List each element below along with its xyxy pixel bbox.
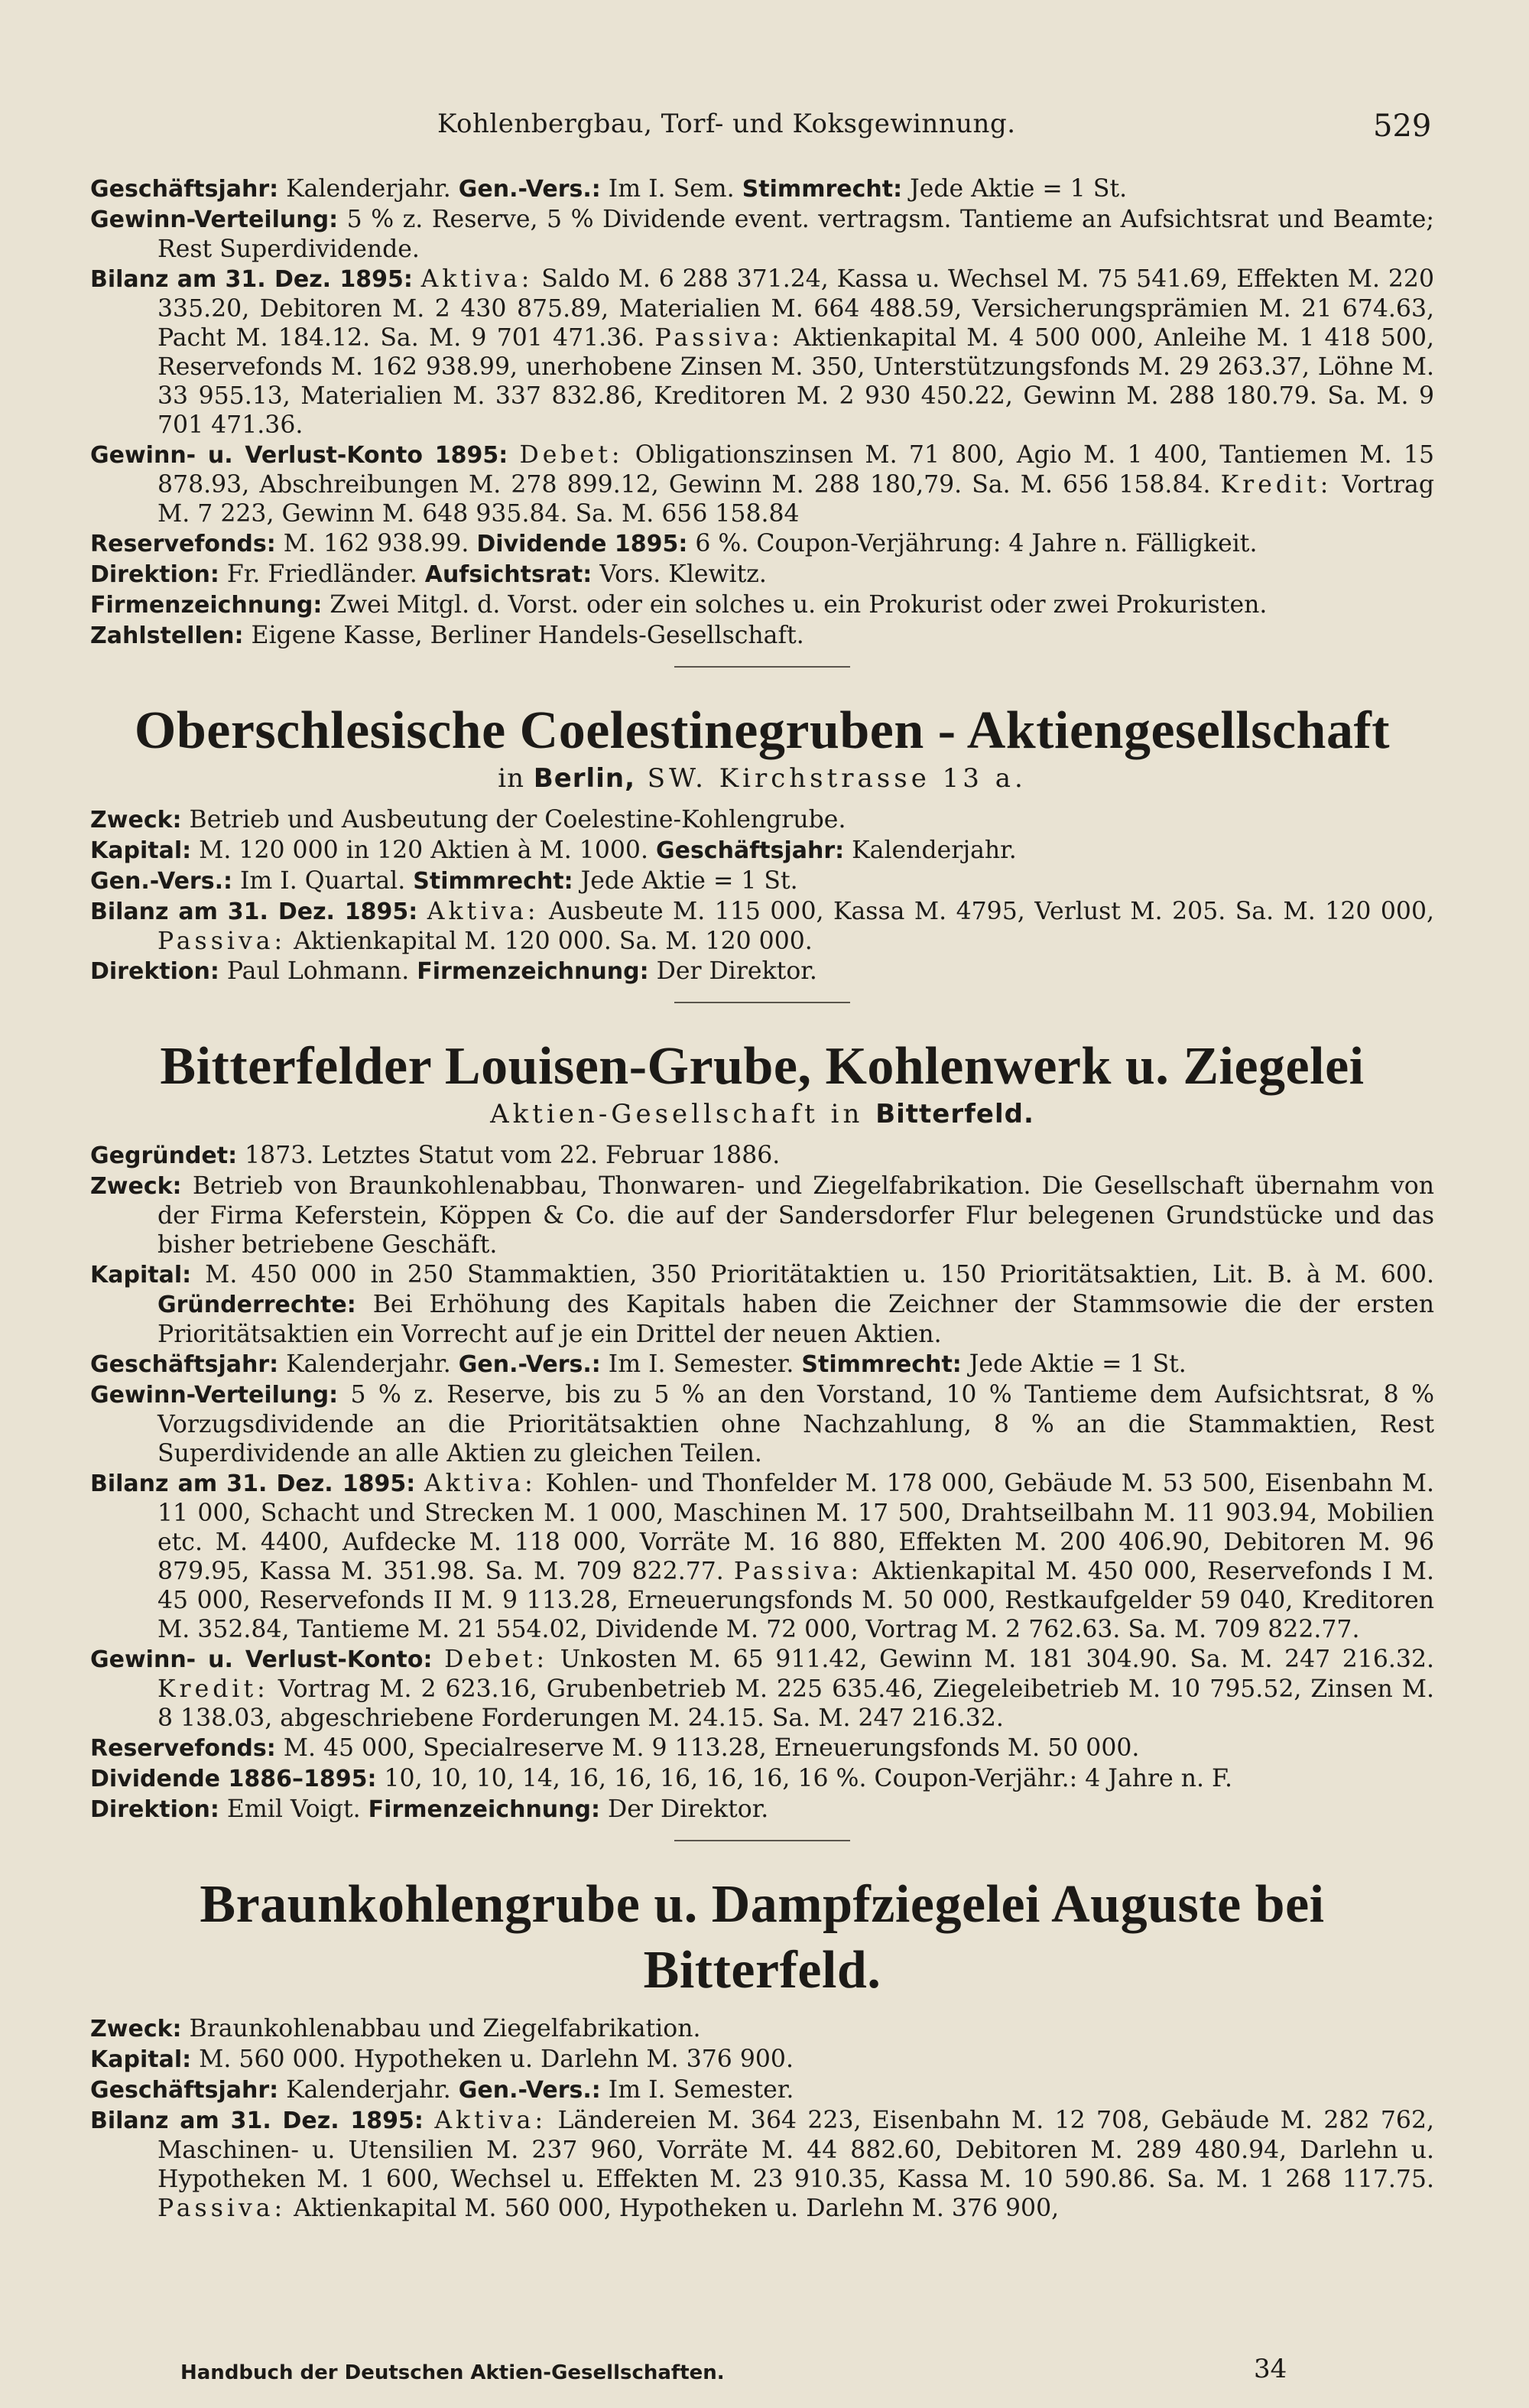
entry-direktion [90,560,1434,590]
text-stimmrecht: Jede Aktie = 1 St. [902,175,1128,203]
entry-direktion [90,957,1434,986]
label-reservefonds: Reservefonds: [90,531,276,557]
text-aktiva: Ländereien M. 364 223, Eisenbahn M. 12 708, Gebäude M. 282 762, Maschinen- u. Utensilien M. 237 960, Vorräte M. 44 882.60, Debitoren M. 289 480.94, Darlehn u. Hypotheken M. 1 600, Wechsel u. Effekten M. 23 910.35, Kassa M. 10 590.86. Sa. M. 1 268 117.75. [157,2107,1435,2193]
label-passiva: Passiva: [157,928,287,955]
label-geschaeftsjahr: Geschäftsjahr: [90,176,279,203]
text-passiva: Aktienkapital M. 560 000, Hypotheken u. Darlehn M. 376 900, [286,2195,1060,2222]
label-genvers: Gen.-Vers.: [90,868,232,895]
entry-kapital [90,2045,1434,2075]
label-firmenzeichnung: Firmenzeichnung: [417,958,649,985]
label-genvers: Gen.-Vers.: [458,2077,601,2104]
entry-reservefonds [90,529,1434,559]
entry-coelestinegruben [90,698,1434,986]
label-kapital: Kapital: [90,837,192,864]
page-body [90,174,1434,2224]
label-bilanz: Bilanz am 31. Dez. 1895: [90,266,413,293]
page-number: 529 [1373,109,1432,144]
entry-zahlstellen [90,621,1434,651]
label-passiva: Passiva: [654,324,784,352]
text-genvers: Im I. Semester. [600,1350,802,1378]
text-genvers: Im I. Quartal. [232,867,414,895]
text-kredit: Vortrag M. 2 623.16, Grubenbetrieb M. 225 635.46, Ziegeleibetrieb M. 10 795.52, Zinsen M. 8 138.03, abgeschriebene Forderungen M. 24.15. Sa. M. 247 216.32. [157,1675,1434,1732]
location-address: SW. Kirchstrasse 13 a. [635,763,1027,794]
label-debet: Debet: [444,1646,549,1673]
text-direktion: Emil Voigt. [219,1795,368,1823]
label-gewinnverteilung: Gewinn-Verteilung: [90,1382,339,1409]
entry-bilanz [90,897,1434,956]
text-aktiva: Saldo M. 6 288 371.24, Kassa u. Wechsel M. 75 541.69, Effekten M. 220 335.20, Debitoren M. 2 430 875.89, Materialien M. 664 488.59, Versicherungsprämien M. 21 674.63, Pacht M. 184.12. Sa. M. 9 701 471.36. [157,265,1434,352]
entry-kapital [90,1260,1434,1349]
label-firmenzeichnung: Firmenzeichnung: [368,1796,600,1823]
label-zweck: Zweck: [90,1173,182,1200]
entry-geschaeftsjahr [90,2075,1434,2105]
label-zahlstellen: Zahlstellen: [90,622,244,649]
label-genvers: Gen.-Vers.: [458,1351,601,1378]
location-city: Bitterfeld. [875,1099,1034,1129]
entry-continued [90,174,1434,651]
text-zweck: Braunkohlenabbau und Ziegelfabrikation. [181,2015,701,2042]
text-gegruendet: 1873. Letztes Statut vom 22. Februar 1886. [237,1142,781,1169]
text-firmenzeichnung: Der Direktor. [648,957,817,985]
label-bilanz: Bilanz am 31. Dez. 1895: [90,899,418,925]
entry-genvers [90,866,1434,896]
label-stimmrecht: Stimmrecht: [742,176,903,203]
company-title: Braunkohlengrube u. Dampfziegelei Auguste bei Bitterfeld. [200,1875,1325,2000]
label-stimmrecht: Stimmrecht: [413,868,573,895]
text-gruenderrechte: Bei Erhöhung des Kapitals haben die Zeichner der Stammsowie die der ersten Prioritätsaktien ein Vorrecht auf je ein Drittel der neuen Aktien. [157,1291,1434,1348]
label-aktiva: Aktiva: [434,2107,547,2134]
label-genvers: Gen.-Vers.: [458,176,601,203]
entry-bilanz [90,265,1434,440]
text-passiva: Aktienkapital M. 120 000. Sa. M. 120 000. [286,928,813,955]
entry-zweck [90,1172,1434,1259]
entry-gewinnverteilung [90,1380,1434,1468]
entry-zweck [90,2014,1434,2044]
footer-book-title: Handbuch der Deutschen Aktien-Gesellschaften. [180,2361,725,2384]
entry-gegruendet [90,1141,1434,1171]
text-reservefonds: M. 45 000, Specialreserve M. 9 113.28, Erneuerungsfonds M. 50 000. [275,1734,1140,1762]
label-dividende: Dividende 1886–1895: [90,1766,377,1792]
running-title: Kohlenbergbau, Torf- und Koksgewinnung. [437,109,1016,139]
text-kapital: M. 450 000 in 250 Stammaktien, 350 Prioritätaktien u. 150 Prioritätsaktien, Lit. B. à M. 600. [191,1261,1434,1288]
label-gewinnverteilung: Gewinn-Verteilung: [90,206,339,233]
entry-louisen-grube [90,1034,1434,1825]
text-kapital: M. 560 000. Hypotheken u. Darlehn M. 376 900. [191,2046,794,2073]
label-passiva: Passiva: [733,1558,863,1585]
section-divider [674,1840,850,1841]
text-debet: Obligationszinsen M. 71 800, Agio M. 1 400, Tantiemen M. 15 878.93, Abschreibungen M. 278 899.12, Gewinn M. 288 180,79. Sa. M. 656 158.84. [157,441,1434,499]
entry-kapital [90,836,1434,866]
label-dividende: Dividende 1895: [476,531,688,557]
label-gruenderrechte: Gründerrechte: [157,1292,356,1318]
label-direktion: Direktion: [90,561,219,588]
text-kapital: M. 120 000 in 120 Aktien à M. 1000. [191,837,656,864]
entry-zweck [90,805,1434,835]
entry-guv [90,440,1434,528]
label-firmenzeichnung: Firmenzeichnung: [90,592,323,619]
label-aktiva: Aktiva: [427,898,540,925]
label-guv: Gewinn- u. Verlust-Konto: [90,1646,433,1673]
label-bilanz: Bilanz am 31. Dez. 1895: [90,2107,424,2134]
company-title: Oberschlesische Coelestinegruben - Aktiengesellschaft [134,701,1391,760]
label-zweck: Zweck: [90,807,182,834]
footer-signature: 34 [1254,2354,1287,2384]
text-zahlstellen: Eigene Kasse, Berliner Handels-Gesellschaft. [243,622,804,649]
entry-guv [90,1645,1434,1733]
text-firmenzeichnung: Zwei Mitgl. d. Vorst. oder ein solches u. ein Prokurist oder zwei Prokuristen. [322,591,1268,619]
entry-auguste [90,1872,1434,2223]
label-aktiva: Aktiva: [420,265,534,293]
entry-direktion [90,1795,1434,1825]
label-kapital: Kapital: [90,2046,192,2073]
text-gewinnverteilung: 5 % z. Reserve, 5 % Dividende event. vertragsm. Tantieme an Aufsichtsrat und Beamte; Rest Superdividende. [157,206,1434,263]
text-aktiva: Kohlen- und Thonfelder M. 178 000, Gebäude M. 53 500, Eisenbahn M. 11 000, Schacht und Strecken M. 1 000, Maschinen M. 17 500, Drahtseilbahn M. 11 903.94, Mobilien etc. M. 4400, Aufdecke M. 118 000, Vorräte M. 16 880, Effekten M. 200 406.90, Debitoren M. 96 879.95, Kassa M. 351.98. Sa. M. 709 822.77. [157,1470,1435,1585]
label-kredit: Kredit: [157,1675,269,1703]
text-passiva: Aktienkapital M. 4 500 000, Anleihe M. 1 418 500, Reservefonds M. 162 938.99, unerhobene Zinsen M. 350, Unterstützungsfonds M. 29 263.37, Löhne M. 33 955.13, Materialien M. 337 832.86, Kreditoren M. 2 930 450.22, Gewinn M. 288 180.79. Sa. M. 9 701 471.36. [157,324,1434,439]
entry-bilanz [90,2106,1434,2223]
entry-reservefonds [90,1734,1434,1763]
text-direktion: Paul Lohmann. [219,957,417,985]
label-aktiva: Aktiva: [424,1470,537,1497]
label-gegruendet: Gegründet: [90,1142,238,1169]
section-divider [674,666,850,668]
label-kredit: Kredit: [1220,471,1333,499]
label-passiva: Passiva: [157,2195,287,2222]
location-prefix: in [498,763,534,794]
company-title: Bitterfelder Louisen-Grube, Kohlenwerk u. Ziegelei [160,1037,1365,1096]
label-debet: Debet: [519,441,624,469]
text-aufsichtsrat: Vors. Klewitz. [592,561,767,588]
text-direktion: Fr. Friedländer. [219,561,425,588]
entry-bilanz [90,1469,1434,1644]
text-debet: Unkosten M. 65 911.42, Gewinn M. 181 304.90. Sa. M. 247 216.32. [548,1646,1434,1673]
label-guv: Gewinn- u. Verlust-Konto 1895: [90,442,508,469]
text-zweck: Betrieb von Braunkohlenabbau, Thonwaren- und Ziegelfabrikation. Die Gesellschaft übernahm von der Firma Keferstein, Köppen & Co. die auf der Sandersdorfer Flur belegenen Grundstücke und das bisher betriebene Geschäft. [157,1172,1434,1259]
text-geschaeftsjahr: Kalenderjahr. [278,2076,459,2104]
entry-fiscal-line [90,174,1434,204]
text-reservefonds: M. 162 938.99. [275,530,477,557]
text-firmenzeichnung: Der Direktor. [599,1795,769,1823]
label-kapital: Kapital: [90,1262,192,1288]
label-direktion: Direktion: [90,958,219,985]
text-aktiva: Ausbeute M. 115 000, Kassa M. 4795, Verlust M. 205. Sa. M. 120 000, [539,898,1435,925]
text-zweck: Betrieb und Ausbeutung der Coelestine-Kohlengrube. [181,806,846,834]
company-location [90,764,1434,793]
label-geschaeftsjahr: Geschäftsjahr: [90,2077,279,2104]
entry-gewinnverteilung [90,205,1434,264]
location-prefix: Aktien-Gesellschaft in [490,1099,876,1129]
label-geschaeftsjahr: Geschäftsjahr: [655,837,845,864]
label-aufsichtsrat: Aufsichtsrat: [424,561,592,588]
entry-geschaeftsjahr [90,1350,1434,1379]
text-geschaeftsjahr: Kalenderjahr. [844,837,1017,864]
text-dividende: 10, 10, 10, 14, 16, 16, 16, 16, 16, 16 %. Coupon-Verjähr.: 4 Jahre n. F. [376,1765,1232,1792]
label-zweck: Zweck: [90,2016,182,2042]
section-divider [674,1002,850,1003]
company-location [90,1100,1434,1129]
text-stimmrecht: Jede Aktie = 1 St. [573,867,798,895]
entry-firmenzeichnung [90,590,1434,620]
location-city: Berlin, [533,763,635,794]
text-gewinnverteilung: 5 % z. Reserve, bis zu 5 % an den Vorstand, 10 % Tantieme dem Aufsichtsrat, 8 % Vorzugsdividende an die Prioritätsaktien ohne Nachzahlung, 8 % an die Stammaktien, Rest Superdividende an alle Aktien zu gleichen Teilen. [157,1381,1434,1467]
text-dividende: 6 %. Coupon-Verjährung: 4 Jahre n. Fälligkeit. [687,530,1258,557]
label-stimmrecht: Stimmrecht: [801,1351,962,1378]
text-genvers: Im I. Semester. [600,2076,794,2104]
label-bilanz: Bilanz am 31. Dez. 1895: [90,1470,416,1497]
text-passiva: Aktienkapital M. 450 000, Reservefonds I M. 45 000, Reservefonds II M. 9 113.28, Erneuerungsfonds M. 50 000, Restkaufgelder 59 040, Kreditoren M. 352.84, Tantieme M. 21 554.02, Dividende M. 72 000, Vortrag M. 2 762.63. Sa. M. 709 822.77. [157,1558,1434,1643]
text-geschaeftsjahr: Kalenderjahr. [278,1350,459,1378]
text-stimmrecht: Jede Aktie = 1 St. [961,1350,1187,1378]
entry-dividende [90,1764,1434,1794]
text-genvers: Im I. Sem. [600,175,742,203]
text-geschaeftsjahr: Kalenderjahr. [278,175,459,203]
label-direktion: Direktion: [90,1796,219,1823]
label-reservefonds: Reservefonds: [90,1735,276,1762]
text-kredit: Vortrag M. 7 223, Gewinn M. 648 935.84. Sa. M. 656 158.84 [157,471,1435,528]
label-geschaeftsjahr: Geschäftsjahr: [90,1351,279,1378]
